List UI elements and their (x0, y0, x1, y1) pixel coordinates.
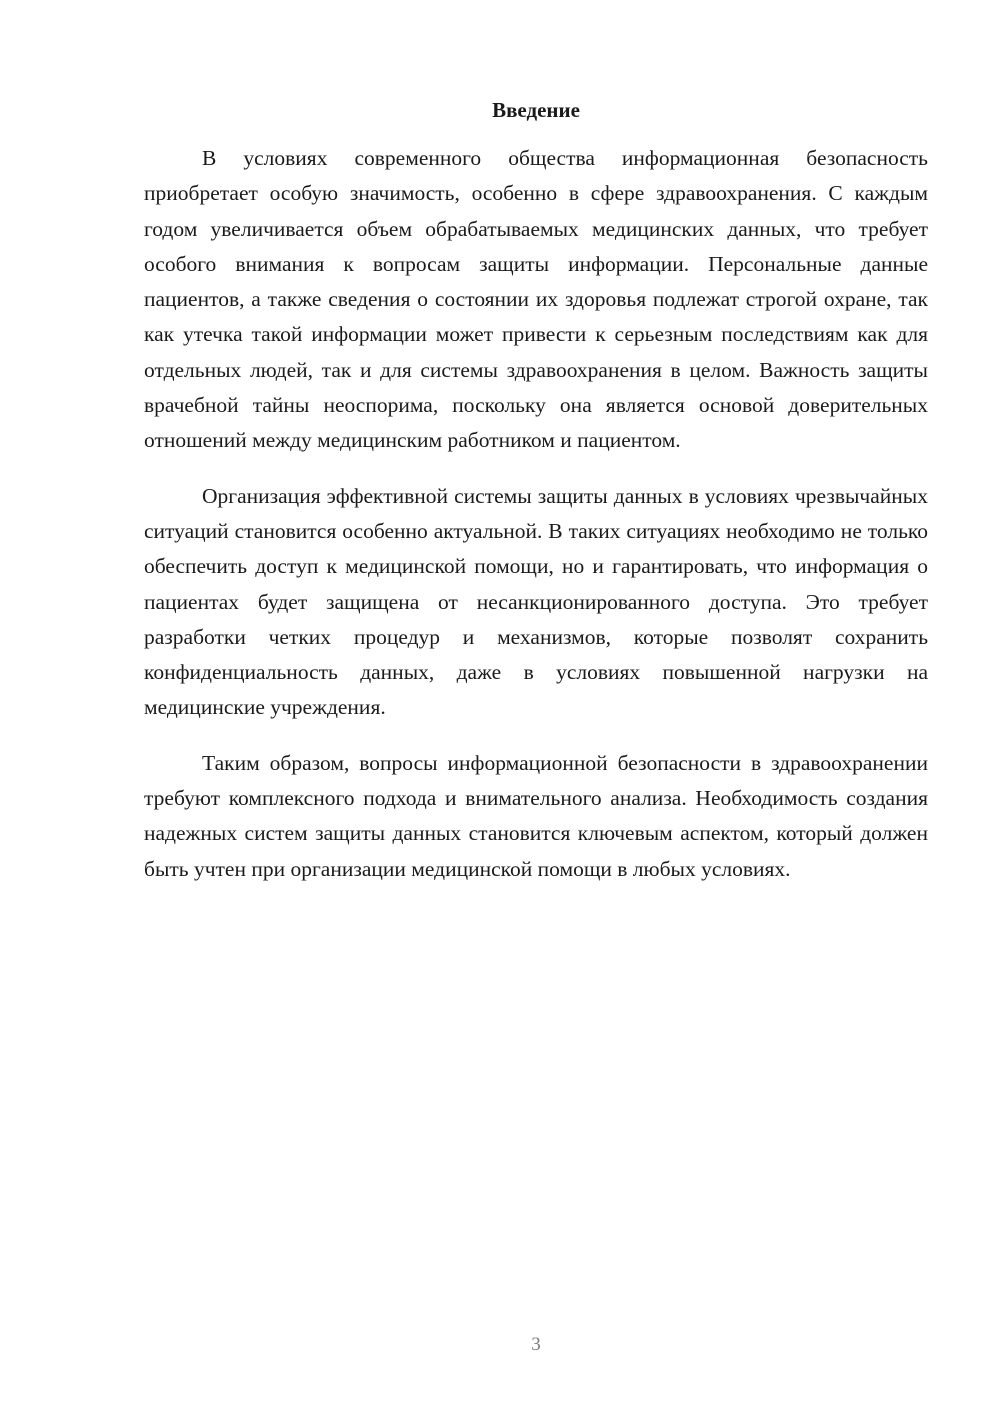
page-number: 3 (531, 1334, 541, 1355)
page-content (144, 93, 928, 887)
paragraph-1: В условиях современного общества информационная безопасность приобретает особую значимость, особенно в сфере здравоохранения. С каждым годом увеличивается объем обрабатываемых медицинских данных, что требует особого внимания к вопросам защиты информации. Персональные данные пациентов, а также сведения о состоянии их здоровья подлежат строгой охране, так как утечка такой информации может привести к серьезным последствиям как для отдельных людей, так и для системы здравоохранения в целом. Важность защиты врачебной тайны неоспорима, поскольку она является основой доверительных отношений между медицинским работником и пациентом. (144, 146, 928, 453)
paragraph-3: Таким образом, вопросы информационной безопасности в здравоохранении требуют комплексного подхода и внимательного анализа. Необходимость создания надежных систем защиты данных становится ключевым аспектом, который должен быть учтен при организации медицинской помощи в любых условиях. (144, 750, 928, 881)
section-heading: Введение (492, 98, 580, 122)
paragraph-2: Организация эффективной системы защиты данных в условиях чрезвычайных ситуаций становится особенно актуальной. В таких ситуациях необходимо не только обеспечить доступ к медицинской помощи, но и гарантировать, что информация о пациентах будет защищена от несанкционированного доступа. Это требует разработки четких процедур и механизмов, которые позволят сохранить конфиденциальность данных, даже в условиях повышенной нагрузки на медицинские учреждения. (144, 483, 928, 720)
